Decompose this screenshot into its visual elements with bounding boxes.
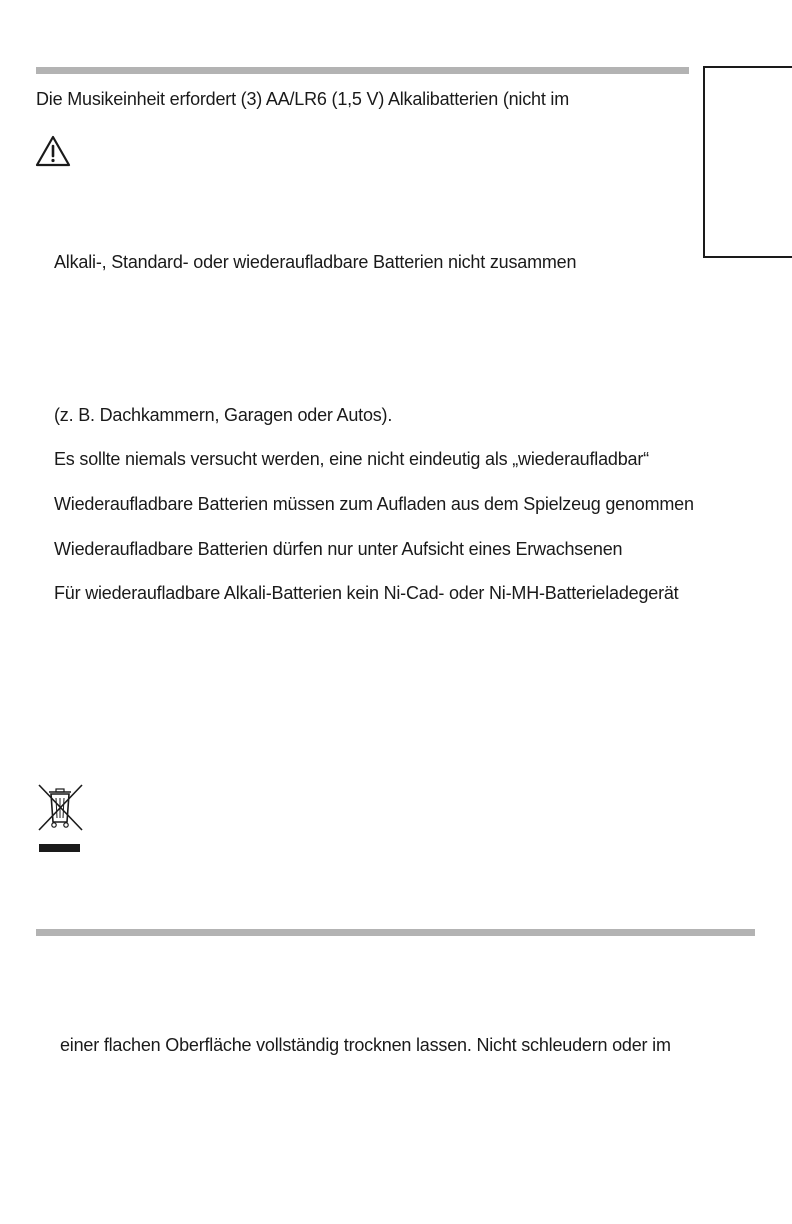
crossed-out-bin-icon	[36, 782, 86, 854]
warning-line-3: Es sollte niemals versucht werden, eine nicht eindeutig als „wiederaufladbar“	[54, 449, 649, 469]
warning-line-2: (z. B. Dachkammern, Garagen oder Autos).	[54, 405, 393, 425]
warning-line-5: Wiederaufladbare Batterien dürfen nur unter Aufsicht eines Erwachsenen	[54, 539, 623, 559]
warning-line-4: Wiederaufladbare Batterien müssen zum Aufladen aus dem Spielzeug genommen	[54, 494, 694, 514]
warning-line-1: Alkali-, Standard- oder wiederaufladbare Batterien nicht zusammen	[54, 252, 577, 272]
care-instructions-text: einer flachen Oberfläche vollständig trocknen lassen. Nicht schleudern oder im	[60, 1035, 671, 1055]
warning-triangle-icon	[34, 134, 72, 168]
section-divider-top	[36, 67, 689, 74]
battery-intro-text: Die Musikeinheit erfordert (3) AA/LR6 (1,5 V) Alkalibatterien (nicht im	[36, 89, 570, 109]
side-tab-box	[703, 66, 792, 258]
section-divider-bottom	[36, 929, 755, 936]
warning-line-6: Für wiederaufladbare Alkali-Batterien kein Ni-Cad- oder Ni-MH-Batterieladegerät	[54, 583, 679, 603]
